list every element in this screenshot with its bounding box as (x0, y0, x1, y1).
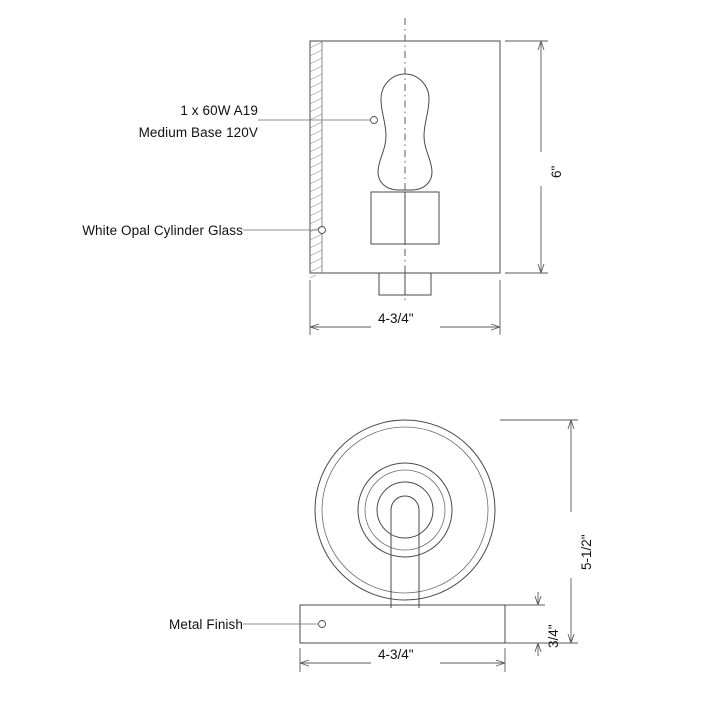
dimension-height-5half (500, 420, 578, 643)
lower-stem (379, 273, 405, 295)
shade-inner-circle (377, 482, 433, 538)
backplate-hatching (310, 42, 322, 278)
backplate-inner-circle (322, 427, 488, 593)
leader-bulb (258, 117, 378, 124)
dimension-label-height-5half: 5-1/2" (579, 534, 594, 570)
callout-metal-finish: Metal Finish (169, 617, 243, 632)
dimension-label-bar-thickness: 3/4" (546, 624, 561, 648)
mirrored-geometry (405, 74, 439, 295)
callout-glass: White Opal Cylinder Glass (82, 223, 243, 238)
support-arm (391, 496, 419, 608)
dimension-label-width-bottom: 4-3/4" (378, 647, 414, 662)
shade-outer-circle (358, 463, 452, 557)
dimension-label-height-6in: 6" (549, 165, 564, 178)
backplate-outer-circle (315, 420, 495, 600)
bulb-outline (378, 74, 405, 190)
callout-bulb-line1: 1 x 60W A19 (180, 103, 258, 118)
callout-bulb-line2: Medium Base 120V (138, 125, 258, 140)
leader-glass (243, 227, 326, 234)
dimension-height-6in (505, 41, 548, 273)
dimension-label-width-top: 4-3/4" (378, 311, 414, 326)
bulb-socket (371, 192, 405, 244)
dimension-bar-thickness (505, 592, 545, 656)
leader-metal-finish (243, 621, 326, 628)
mounting-bar (300, 605, 505, 643)
